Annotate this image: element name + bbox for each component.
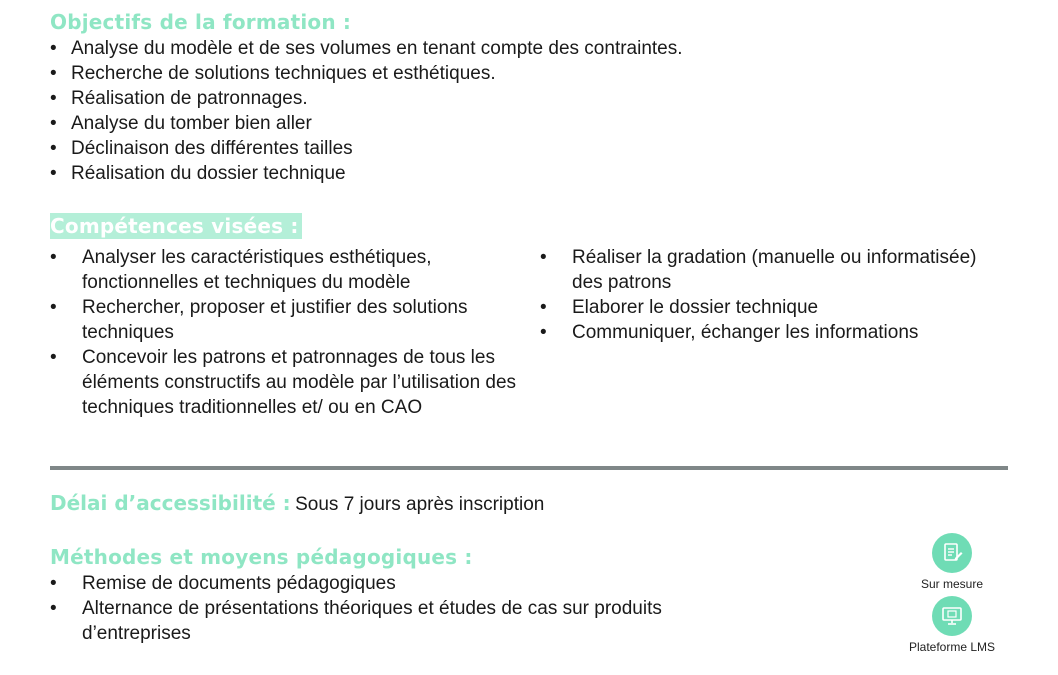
list-item: • Elaborer le dossier technique	[540, 295, 980, 320]
list-item: • Alternance de présentations théoriques et études de cas sur produits d’entreprises	[50, 596, 770, 646]
objectifs-list	[50, 36, 683, 186]
accessibilite-value: Sous 7 jours après inscription	[295, 494, 545, 515]
list-item: • Concevoir les patrons et patronnages de tous les éléments constructifs au modèle par l’utilisation des techniques traditionnelles et/ ou en CAO	[50, 345, 520, 420]
accessibilite-line	[50, 491, 544, 516]
computer-screen-icon	[932, 596, 972, 636]
edit-document-icon	[932, 533, 972, 573]
competences-list-right	[540, 245, 980, 345]
list-item: • Analyse du tomber bien aller	[50, 111, 683, 136]
list-item: • Recherche de solutions techniques et esthétiques.	[50, 61, 683, 86]
competences-heading: Compétences visées :	[50, 213, 302, 239]
badge-label: Sur mesure	[920, 577, 984, 591]
list-item: • Analyse du modèle et de ses volumes en tenant compte des contraintes.	[50, 36, 683, 61]
competences-list-left	[50, 245, 520, 420]
methodes-list	[50, 571, 770, 646]
badge-sur-mesure	[897, 533, 1007, 591]
list-item: • Déclinaison des différentes tailles	[50, 136, 683, 161]
section-divider	[50, 466, 1008, 470]
list-item: • Rechercher, proposer et justifier des solutions techniques	[50, 295, 520, 345]
list-item: • Réalisation de patronnages.	[50, 86, 683, 111]
badge-label: Plateforme LMS	[908, 640, 996, 654]
badge-plateforme-lms	[897, 596, 1007, 654]
list-item: • Réaliser la gradation (manuelle ou informatisée) des patrons	[540, 245, 980, 295]
objectifs-heading: Objectifs de la formation :	[50, 10, 352, 34]
list-item: • Analyser les caractéristiques esthétiques, fonctionnelles et techniques du modèle	[50, 245, 520, 295]
list-item: • Remise de documents pédagogiques	[50, 571, 770, 596]
methodes-heading: Méthodes et moyens pédagogiques :	[50, 545, 473, 569]
list-item: • Communiquer, échanger les informations	[540, 320, 980, 345]
accessibilite-label: Délai d’accessibilité :	[50, 491, 291, 515]
list-item: • Réalisation du dossier technique	[50, 161, 683, 186]
